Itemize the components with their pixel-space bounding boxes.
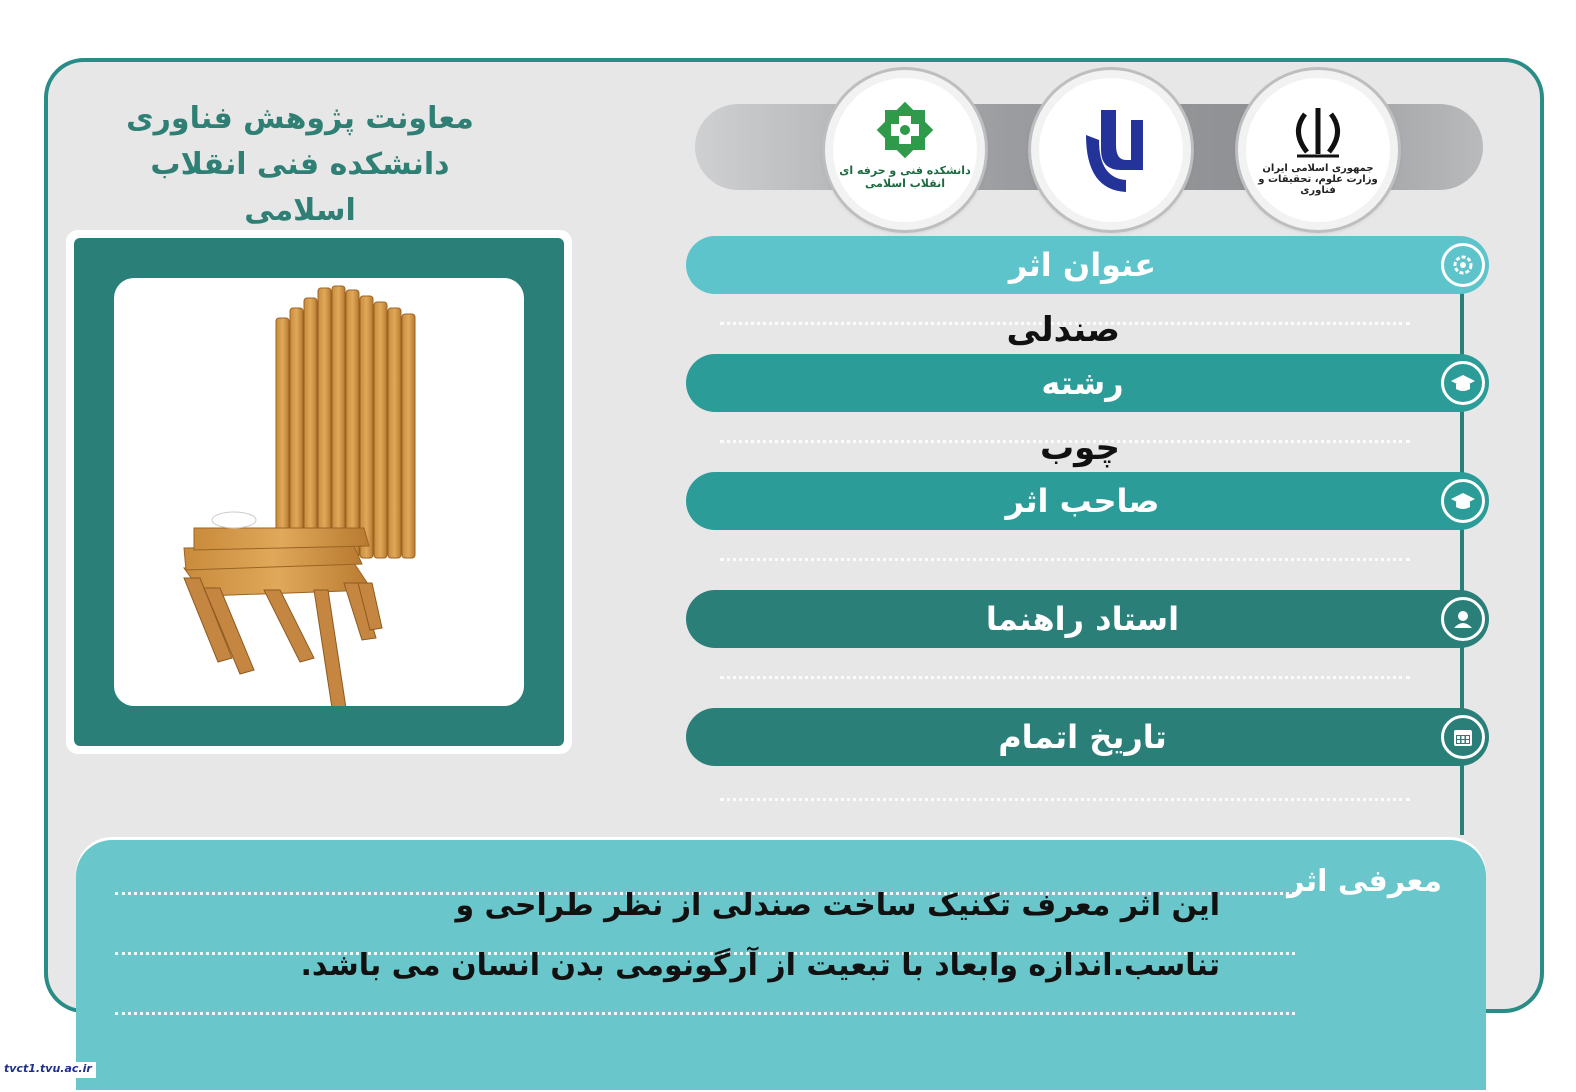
dotted-divider [720, 558, 1410, 561]
field-date-bar [686, 708, 1489, 766]
university-logo [1031, 70, 1191, 230]
dotted-divider [720, 798, 1410, 801]
intro-dotted-line [115, 1012, 1295, 1015]
iran-emblem-icon [1283, 104, 1353, 164]
org-line-2: دانشکده فنی انقلاب اسلامی [150, 147, 450, 228]
graduation-cap-icon [1441, 479, 1485, 523]
intro-line-1: این اثر معرف تکنیک ساخت صندلی از نظر طراحی و [455, 888, 1220, 923]
university-emblem-icon [1071, 100, 1151, 200]
intro-text [270, 876, 1220, 996]
wooden-chair-image [114, 278, 524, 706]
ministry-logo [1238, 70, 1398, 230]
field-major-bar [686, 354, 1489, 412]
calendar-icon [1441, 715, 1485, 759]
dotted-divider [720, 676, 1410, 679]
user-icon [1441, 597, 1485, 641]
photo-border [74, 238, 564, 746]
field-advisor-bar [686, 590, 1489, 648]
college-logo-caption: دانشکده فنی و حرفه ای انقلاب اسلامی [839, 164, 971, 190]
field-title-value: صندلی [1006, 310, 1120, 350]
college-star-icon [865, 100, 945, 170]
site-watermark: tvct1.tvu.ac.ir [0, 1062, 96, 1078]
field-author-label: صاحب اثر [1005, 482, 1160, 520]
college-logo [825, 70, 985, 230]
field-advisor-label: استاد راهنما [985, 600, 1180, 638]
field-major-label: رشته [1041, 364, 1124, 402]
field-author-bar [686, 472, 1489, 530]
graduation-cap-icon [1441, 361, 1485, 405]
product-photo [114, 278, 524, 706]
org-line-1: معاونت پژوهش فناوری [126, 101, 474, 136]
ministry-logo-caption: جمهوری اسلامی ایران وزارت علوم، تحقیقات و فناوری [1258, 163, 1378, 196]
field-title-bar [686, 236, 1489, 294]
field-title-label: عنوان اثر [1008, 246, 1157, 284]
field-date-label: تاریخ اتمام [998, 718, 1167, 756]
intro-label: معرفی اثر [1287, 864, 1442, 899]
organization-title [90, 96, 510, 234]
field-major-value: چوب [1040, 428, 1120, 468]
gear-icon [1441, 243, 1485, 287]
intro-line-2: تناسب.اندازه وابعاد با تبعیت از آرگونومی بدن انسان می باشد. [300, 948, 1220, 983]
product-photo-frame [66, 230, 572, 754]
